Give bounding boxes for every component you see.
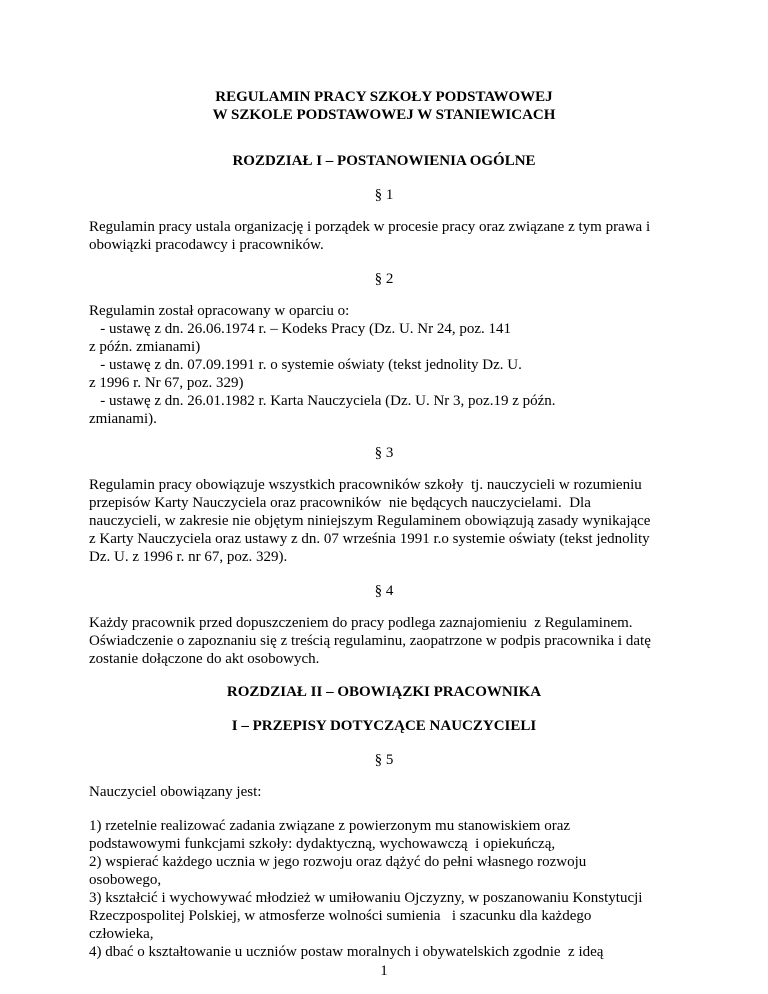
section-mark-2: § 2 <box>374 271 394 287</box>
section-mark-1: § 1 <box>374 187 394 203</box>
paragraph-3-line: Regulamin pracy obowiązuje wszystkich pracowników szkoły tj. nauczycieli w rozumieniu <box>89 477 642 493</box>
paragraph-4-line: zostanie dołączone do akt osobowych. <box>89 651 320 667</box>
paragraph-5-line: człowieka, <box>89 926 154 942</box>
section-mark-5: § 5 <box>374 752 394 768</box>
paragraph-2-line: - ustawę z dn. 26.01.1982 r. Karta Nauczyciela (Dz. U. Nr 3, poz.19 z późn. <box>89 393 556 409</box>
paragraph-2-line: Regulamin został opracowany w oparciu o: <box>89 303 350 319</box>
paragraph-5-line: 1) rzetelnie realizować zadania związane z powierzonym mu stanowiskiem oraz <box>89 818 571 834</box>
paragraph-5-line: 2) wspierać każdego ucznia w jego rozwoju oraz dążyć do pełni własnego rozwoju <box>89 854 587 870</box>
paragraph-1-line: obowiązki pracodawcy i pracowników. <box>89 237 324 253</box>
paragraph-2-line: z późn. zmianami) <box>89 339 201 355</box>
paragraph-5-intro: Nauczyciel obowiązany jest: <box>89 784 262 800</box>
paragraph-5-line: osobowego, <box>89 872 162 888</box>
paragraph-3-line: z Karty Nauczyciela oraz ustawy z dn. 07 września 1991 r.o systemie oświaty (tekst jednolity <box>89 531 650 547</box>
paragraph-2-line: - ustawę z dn. 07.09.1991 r. o systemie oświaty (tekst jednolity Dz. U. <box>89 357 522 373</box>
paragraph-1-line: Regulamin pracy ustala organizację i porządek w procesie pracy oraz związane z tym prawa i <box>89 219 651 235</box>
chapter-2-subheading: I – PRZEPISY DOTYCZĄCE NAUCZYCIELI <box>231 718 537 734</box>
chapter-1-heading: ROZDZIAŁ I – POSTANOWIENIA OGÓLNE <box>232 153 536 169</box>
paragraph-3-line: nauczycieli, w zakresie nie objętym niniejszym Regulaminem obowiązują zasady wynikające <box>89 513 651 529</box>
paragraph-2-line: zmianami). <box>89 411 157 427</box>
paragraph-4-line: Oświadczenie o zapoznaniu się z treścią regulaminu, zaopatrzone w podpis pracownika i datę <box>89 633 651 649</box>
paragraph-5-line: 3) kształcić i wychowywać młodzież w umiłowaniu Ojczyzny, w poszanowaniu Konstytucji <box>89 890 643 906</box>
paragraph-2-line: z 1996 r. Nr 67, poz. 329) <box>89 375 244 391</box>
paragraph-2-line: - ustawę z dn. 26.06.1974 r. – Kodeks Pracy (Dz. U. Nr 24, poz. 141 <box>89 321 512 337</box>
paragraph-5-line: podstawowymi funkcjami szkoły: dydaktyczną, wychowawczą i opiekuńczą, <box>89 836 556 852</box>
paragraph-5-line: 4) dbać o kształtowanie u uczniów postaw moralnych i obywatelskich zgodnie z ideą <box>89 944 604 960</box>
document-title-line-2: W SZKOLE PODSTAWOWEJ W STANIEWICACH <box>212 107 556 123</box>
section-mark-4: § 4 <box>374 583 394 599</box>
paragraph-5-line: Rzeczpospolitej Polskiej, w atmosferze wolności sumienia i szacunku dla każdego <box>89 908 592 924</box>
paragraph-4-line: Każdy pracownik przed dopuszczeniem do pracy podlega zaznajomieniu z Regulaminem. <box>89 615 633 631</box>
section-mark-3: § 3 <box>374 445 394 461</box>
paragraph-3-line: Dz. U. z 1996 r. nr 67, poz. 329). <box>89 549 288 565</box>
chapter-2-heading: ROZDZIAŁ II – OBOWIĄZKI PRACOWNIKA <box>226 684 542 700</box>
document-title-line-1: REGULAMIN PRACY SZKOŁY PODSTAWOWEJ <box>215 89 553 105</box>
page-number: 1 <box>380 963 388 979</box>
paragraph-3-line: przepisów Karty Nauczyciela oraz pracowników nie będących nauczycielami. Dla <box>89 495 591 511</box>
